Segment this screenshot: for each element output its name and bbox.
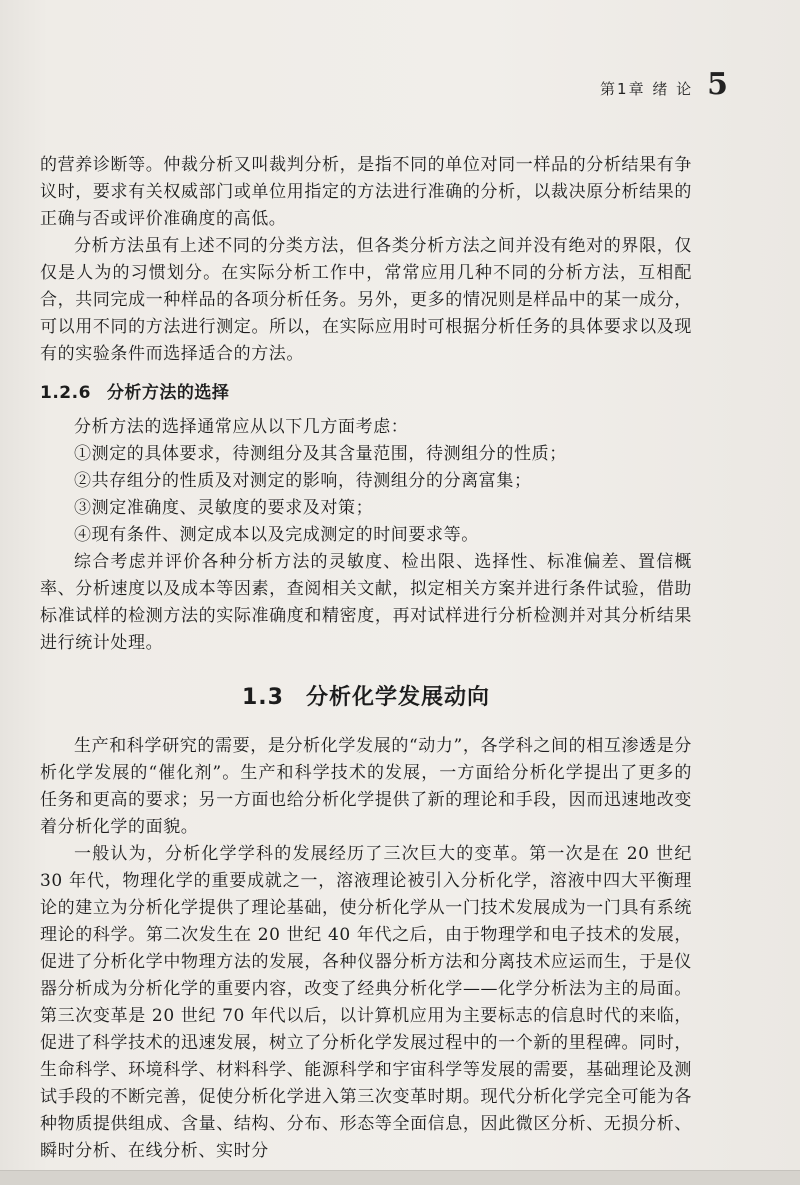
selection-criteria-list	[40, 441, 692, 549]
section-title: 分析化学发展动向	[305, 685, 490, 710]
section-number: 1.2.6	[40, 383, 91, 403]
section-number: 1.3	[242, 685, 284, 710]
section-heading-1-3	[40, 681, 692, 715]
section-heading-1-2-6	[40, 378, 692, 408]
paragraph-development-drivers: 生产和科学研究的需要，是分析化学发展的“动力”，各学科之间的相互渗透是分析化学发展的“催化剂”。生产和科学技术的发展，一方面给分析化学提出了更多的任务和更高的要求；另一方面也给分析化学提供了新的理论和手段，因而迅速地改变着分析化学的面貌。	[40, 736, 692, 837]
page-body	[40, 152, 692, 1165]
page-number: 5	[707, 67, 728, 102]
list-item: ③测定准确度、灵敏度的要求及对策；	[74, 498, 374, 518]
paragraph-three-revolutions: 一般认为，分析化学学科的发展经历了三次巨大的变革。第一次是在 20 世纪 30 年代，物理化学的重要成就之一，溶液理论被引入分析化学，溶液中四大平衡理论的建立为分析化学提供了理论基础，使分析化学从一门技术发展成为一门具有系统理论的科学。第二次发生在 20 世纪 40 年代之后，由于物理学和电子技术的发展，促进了分析化学中物理方法的发展，各种仪器分析方法和分离技术应运而生，于是仪器分析成为分析化学的重要内容，改变了经典分析化学——化学分析法为主的局面。第三次变革是 20 世纪 70 年代以后，以计算机应用为主要标志的信息时代的来临，促进了科学技术的迅速发展，树立了分析化学发展过程中的一个新的里程碑。同时，生命科学、环境科学、材料科学、能源科学和宇宙科学等发展的需要，基础理论及测试手段的不断完善，促使分析化学进入第三次变革时期。现代分析化学完全可能为各种物质提供组成、含量、结构、分布、形态等全面信息，因此微区分析、无损分析、瞬时分析、在线分析、实时分	[40, 844, 692, 1161]
list-item: ①测定的具体要求，待测组分及其含量范围，待测组分的性质；	[74, 444, 567, 464]
section-title: 分析方法的选择	[106, 383, 230, 403]
paragraph-classification: 分析方法虽有上述不同的分类方法，但各类分析方法之间并没有绝对的界限，仅仅是人为的习惯划分。在实际分析工作中，常常应用几种不同的分析方法，互相配合，共同完成一种样品的各项分析任务。另外，更多的情况则是样品中的某一成分，可以用不同的方法进行测定。所以，在实际应用时可根据分析任务的具体要求以及现有的实验条件而选择适合的方法。	[40, 236, 692, 364]
running-header	[600, 67, 728, 102]
page-bottom-edge	[0, 1170, 800, 1185]
list-item: ②共存组分的性质及对测定的影响，待测组分的分离富集；	[74, 471, 532, 491]
list-item: ④现有条件、测定成本以及完成测定的时间要求等。	[74, 525, 479, 545]
chapter-label: 第1章 绪 论	[600, 80, 694, 98]
paragraph-selection-summary: 综合考虑并评价各种分析方法的灵敏度、检出限、选择性、标准偏差、置信概率、分析速度以及成本等因素，查阅相关文献，拟定相关方案并进行条件试验，借助标准试样的检测方法的实际准确度和精密度，再对试样进行分析检测并对其分析结果进行统计处理。	[40, 552, 692, 653]
paragraph-continuation: 的营养诊断等。仲裁分析又叫裁判分析，是指不同的单位对同一样品的分析结果有争议时，要求有关权威部门或单位用指定的方法进行准确的分析，以裁决原分析结果的正确与否或评价准确度的高低。	[40, 155, 692, 229]
paragraph-selection-intro: 分析方法的选择通常应从以下几方面考虑：	[74, 417, 409, 437]
